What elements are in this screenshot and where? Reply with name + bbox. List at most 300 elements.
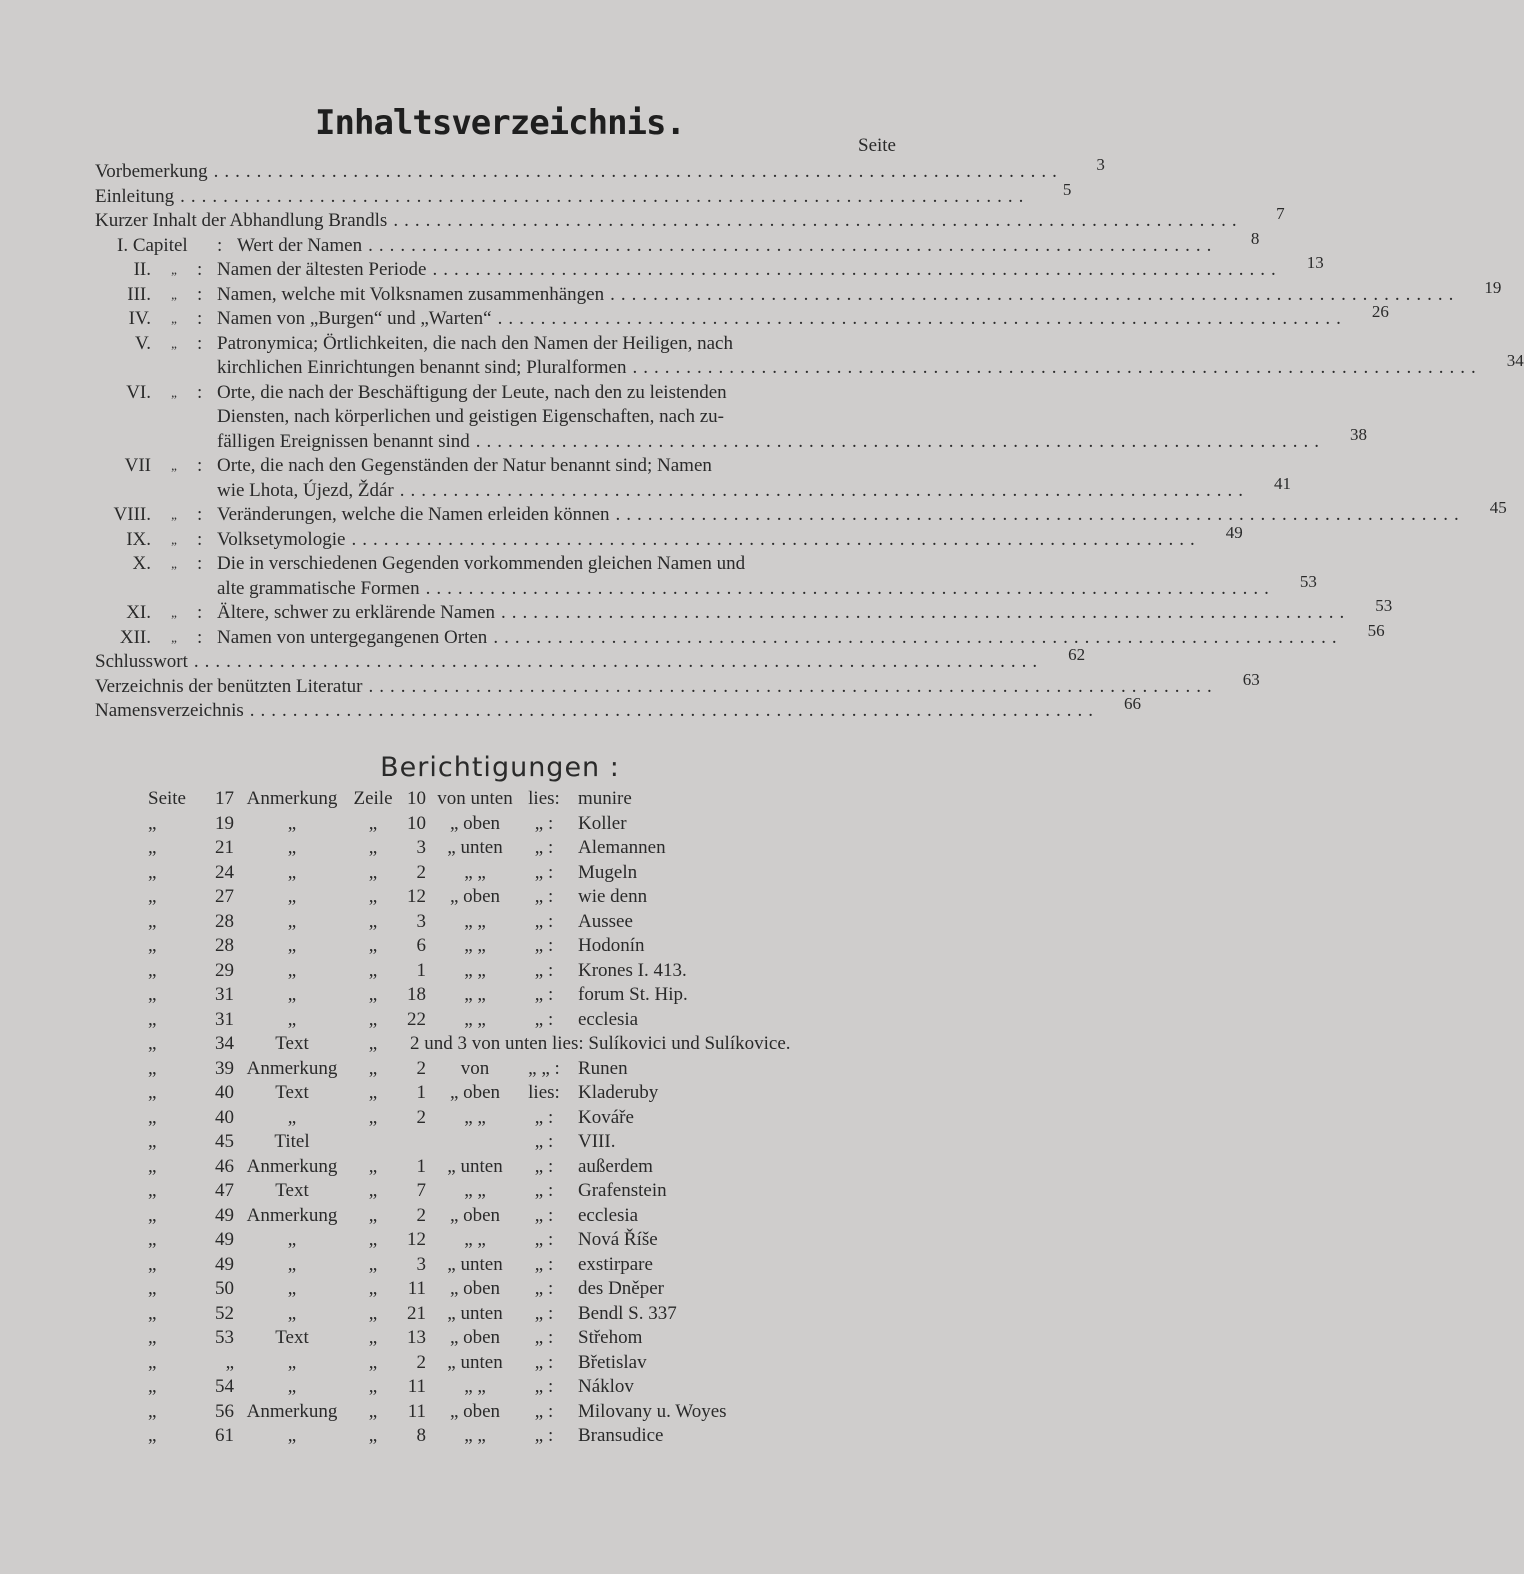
correction-direction: „ unten <box>447 1351 503 1373</box>
toc-chapter-title: kirchlichen Einrichtungen benannt sind; Pluralformen <box>217 357 627 378</box>
correction-lies: „ : <box>534 1106 554 1128</box>
correction-direction: „ oben <box>449 1327 501 1348</box>
correction-type: „ <box>287 1302 297 1324</box>
correction-seite: „ <box>148 1278 157 1299</box>
toc-chapter-line <box>95 596 1393 626</box>
toc-chapter-title: Diensten, nach körperlichen und geistigen Eigenschaften, nach zu- <box>217 406 725 427</box>
correction-fix: Střehom <box>578 1327 643 1348</box>
correction-direction: „ oben <box>449 812 501 834</box>
seite-column-label: Seite <box>858 135 896 156</box>
toc-page-number: 49 <box>1225 522 1243 542</box>
correction-row <box>148 836 888 861</box>
correction-page: 53 <box>215 1327 234 1348</box>
correction-fix: Náklov <box>578 1376 634 1397</box>
correction-page: 52 <box>215 1302 234 1324</box>
correction-type: „ <box>287 1008 297 1030</box>
toc-page-number: 62 <box>1068 645 1086 664</box>
toc-entry-title: Verzeichnis der benützten Literatur <box>95 675 363 697</box>
correction-type: „ <box>287 1106 297 1128</box>
toc-chapter-number: VII <box>124 455 151 476</box>
correction-row <box>148 1228 888 1253</box>
toc-chapter-title: fälligen Ereignissen benannt sind <box>217 430 470 452</box>
correction-page: 49 <box>215 1204 234 1226</box>
toc-colon: : <box>197 553 203 574</box>
correction-line: 11 <box>407 1400 426 1422</box>
toc-page-number: 5 <box>1062 179 1072 199</box>
correction-type: „ <box>287 1253 297 1275</box>
correction-direction: von unten <box>437 788 513 809</box>
toc-colon: : <box>197 259 203 280</box>
toc-leader-dots: ............................................................................... <box>368 675 1218 697</box>
toc-chapter-line <box>95 332 903 357</box>
correction-fix: des Dněper <box>578 1278 664 1299</box>
toc-entry-title: Schlusswort <box>95 651 188 672</box>
correction-page: 61 <box>215 1425 234 1446</box>
correction-direction: „ „ <box>464 984 486 1005</box>
toc-chapter-text <box>217 307 1347 332</box>
correction-line: 10 <box>407 812 426 834</box>
correction-direction: „ „ <box>464 861 486 883</box>
toc-entry-title: Kurzer Inhalt der Abhandlung Brandls <box>95 210 388 231</box>
correction-seite: „ <box>148 1131 157 1152</box>
correction-fix: Aussee <box>578 910 633 932</box>
correction-seite: „ <box>148 935 157 956</box>
toc-leader-dots: ............................................................................... <box>501 602 1351 623</box>
toc-chapter-text <box>217 356 1482 381</box>
toc-chapter-line <box>95 522 1243 553</box>
correction-row <box>148 1179 888 1204</box>
toc-chapter-text <box>217 381 861 406</box>
correction-row <box>148 1400 888 1425</box>
correction-zeile: „ <box>368 1033 378 1054</box>
toc-colon: : <box>197 602 203 623</box>
toc-chapter-number: IV. <box>128 308 151 329</box>
ditto-mark: „ <box>171 384 177 400</box>
correction-direction: „ „ <box>464 1180 486 1201</box>
toc-chapter-number: I. Capitel <box>117 234 188 256</box>
toc-chapter-title: Volksetymologie <box>217 528 346 550</box>
correction-line: 6 <box>416 935 426 956</box>
toc-chapter-title: alte grammatische Formen <box>217 577 420 599</box>
correction-type: Text <box>275 1082 309 1103</box>
toc-page-number: 7 <box>1276 204 1285 223</box>
correction-seite: „ <box>148 910 157 932</box>
toc-chapter-line <box>95 498 1507 528</box>
correction-lies: „ : <box>534 861 554 883</box>
correction-fix: Mugeln <box>578 861 638 883</box>
toc-indent <box>95 430 217 455</box>
toc-page-number: 45 <box>1489 498 1507 517</box>
correction-type: Anmerkung <box>246 1400 338 1422</box>
correction-line: 22 <box>407 1008 426 1030</box>
toc-chapter-title: Veränderungen, welche die Namen erleiden können <box>217 504 610 525</box>
correction-line: 1 <box>416 1082 426 1103</box>
correction-seite: „ <box>148 984 157 1005</box>
correction-seite: „ <box>148 886 157 907</box>
correction-seite: „ <box>148 959 157 981</box>
correction-direction: „ unten <box>447 1302 503 1324</box>
correction-seite: „ <box>148 1400 157 1422</box>
correction-line: 11 <box>407 1376 426 1397</box>
correction-line: 12 <box>407 886 426 907</box>
toc-chapter-line <box>95 405 903 430</box>
correction-direction: „ unten <box>447 837 503 858</box>
correction-type: „ <box>287 861 297 883</box>
correction-zeile: „ <box>368 984 378 1005</box>
correction-page: 49 <box>215 1229 234 1250</box>
toc-chapter-text <box>237 234 1217 259</box>
correction-zeile: „ <box>368 812 378 834</box>
correction-lies: „ : <box>534 959 554 981</box>
correction-zeile: „ <box>368 1253 378 1275</box>
toc-colon: : <box>217 234 223 256</box>
toc-page-number: 34 <box>1506 351 1524 370</box>
ditto-mark: „ <box>171 286 177 302</box>
correction-page: 31 <box>215 984 234 1005</box>
correction-line: 13 <box>407 1327 426 1348</box>
corrections-title: Berichtigungen : <box>380 752 620 783</box>
correction-row <box>148 1277 888 1302</box>
toc-leader-dots: ............................................................................... <box>399 479 1249 501</box>
correction-fix: Koller <box>578 812 627 834</box>
correction-fix: VIII. <box>578 1131 616 1152</box>
correction-seite: „ <box>148 1229 157 1250</box>
correction-line: 12 <box>407 1229 426 1250</box>
ditto-mark: „ <box>171 507 177 522</box>
correction-seite: „ <box>148 1033 157 1054</box>
toc-page-number: 19 <box>1484 277 1502 297</box>
correction-type: Text <box>275 1327 309 1348</box>
correction-fix: außerdem <box>578 1155 653 1177</box>
correction-fix: ecclesia <box>578 1204 639 1226</box>
toc-chapter-title: Patronymica; Örtlichkeiten, die nach den Namen der Heiligen, nach <box>217 332 733 354</box>
correction-fix: Hodonín <box>578 935 645 956</box>
toc-page-number <box>861 447 903 472</box>
correction-direction: „ „ <box>464 1376 486 1397</box>
correction-lies: „ : <box>534 812 554 834</box>
toc-entry-text-wrap <box>95 699 1099 724</box>
toc-entry-text-wrap <box>95 160 1063 185</box>
ditto-mark: „ <box>171 556 177 571</box>
toc-page-number: 8 <box>1250 228 1260 248</box>
correction-direction: „ „ <box>464 959 486 981</box>
toc-page-number <box>861 374 903 399</box>
correction-type: „ <box>287 837 297 858</box>
correction-page: 24 <box>215 861 234 883</box>
correction-zeile: „ <box>368 910 378 932</box>
correction-zeile: „ <box>368 1204 378 1226</box>
toc-leader-dots: ............................................................................... <box>493 626 1343 648</box>
correction-direction: „ oben <box>449 886 501 907</box>
toc-chapter-text <box>217 454 861 479</box>
correction-row <box>148 1032 888 1057</box>
toc-page-number: 56 <box>1367 620 1385 640</box>
toc-chapter-text <box>217 405 861 430</box>
correction-seite: „ <box>148 1057 157 1079</box>
toc-chapter-number: VIII. <box>113 504 151 525</box>
correction-zeile: „ <box>368 1008 378 1030</box>
correction-type: „ <box>287 910 297 932</box>
correction-type: „ <box>287 959 297 981</box>
correction-seite: „ <box>148 1351 157 1373</box>
correction-lies: „ : <box>534 1180 554 1201</box>
correction-type: Anmerkung <box>246 1057 338 1079</box>
correction-direction: „ „ <box>464 1106 486 1128</box>
toc-chapter-line <box>95 302 1389 332</box>
correction-line: 1 <box>416 1155 426 1177</box>
toc-entry <box>95 694 1142 724</box>
toc-chapter-title: Wert der Namen <box>237 234 363 256</box>
toc-colon: : <box>197 504 203 525</box>
toc-chapter-text <box>217 601 1350 626</box>
toc-chapter-title: Ältere, schwer zu erklärende Namen <box>217 602 495 623</box>
toc-chapter-title: Namen von untergegangenen Orten <box>217 626 488 648</box>
correction-lies: „ : <box>534 910 554 932</box>
correction-fix: Bransudice <box>578 1425 664 1446</box>
toc-chapter-line <box>95 351 1524 381</box>
toc-chapter-number: V. <box>134 332 151 354</box>
correction-direction: „ „ <box>464 910 486 932</box>
page-title: Inhaltsverzeichnis. <box>315 103 685 143</box>
correction-type: „ <box>287 984 297 1005</box>
toc-entry <box>95 155 1105 185</box>
correction-fix: Bendl S. 337 <box>578 1302 677 1324</box>
toc-chapter-text <box>217 283 1459 308</box>
toc-leader-dots: ............................................................................... <box>475 430 1325 452</box>
correction-page: 21 <box>215 837 234 858</box>
toc-chapter-text <box>217 430 1325 455</box>
correction-page: 45 <box>215 1131 234 1152</box>
toc-page-number: 38 <box>1350 424 1367 444</box>
toc-indent <box>95 356 217 381</box>
correction-direction: „ oben <box>449 1204 501 1226</box>
toc-indent <box>95 405 217 430</box>
toc-colon: : <box>197 332 203 354</box>
correction-fix: forum St. Hip. <box>578 984 688 1005</box>
correction-zeile: „ <box>368 1327 378 1348</box>
toc-chapter-line <box>95 253 1324 283</box>
correction-row <box>148 885 888 910</box>
corrections-list <box>148 787 888 1449</box>
correction-row <box>148 1106 888 1131</box>
correction-direction: „ unten <box>447 1253 503 1275</box>
correction-row <box>148 1253 888 1278</box>
toc-chapter-title: Namen von „Burgen“ und „Warten“ <box>217 308 492 329</box>
toc-chapter-title: Orte, die nach der Beschäftigung der Leute, nach den zu leistenden <box>217 381 727 403</box>
toc-chapter-text <box>217 626 1343 651</box>
correction-line: 2 <box>416 861 426 883</box>
toc-page-number: 26 <box>1371 302 1389 321</box>
ditto-mark: „ <box>171 311 177 326</box>
toc-chapter-line <box>95 277 1502 308</box>
correction-fix: Grafenstein <box>578 1180 667 1201</box>
correction-direction: „ oben <box>449 1400 501 1422</box>
correction-page: 34 <box>215 1033 234 1054</box>
correction-row <box>148 1204 888 1229</box>
toc-page-number: 63 <box>1242 669 1260 689</box>
correction-row <box>148 1008 888 1033</box>
correction-page: 46 <box>215 1155 234 1177</box>
correction-line: 8 <box>416 1425 426 1446</box>
correction-seite: „ <box>148 1302 157 1324</box>
correction-zeile: „ <box>368 861 378 883</box>
toc-indent <box>95 577 217 602</box>
toc-chapter-title: Orte, die nach den Gegenständen der Natur benannt sind; Namen <box>217 455 712 476</box>
toc-page-number: 13 <box>1306 253 1324 272</box>
toc-chapter-line <box>95 381 903 406</box>
correction-lies: „ : <box>534 1204 554 1226</box>
ditto-mark: „ <box>171 629 177 645</box>
correction-type: „ <box>287 1229 297 1250</box>
correction-page: 56 <box>215 1400 234 1422</box>
correction-page: 40 <box>215 1106 234 1128</box>
toc-chapter-line <box>95 228 1260 259</box>
correction-line: 21 <box>407 1302 426 1324</box>
correction-seite: Seite <box>148 788 186 809</box>
toc-leader-dots: ............................................................................... <box>632 357 1482 378</box>
toc-chapter-text <box>217 528 1201 553</box>
correction-type: „ <box>287 886 297 907</box>
correction-text: 2 und 3 von unten lies: Sulíkovici und Sulíkovice. <box>410 1033 791 1054</box>
correction-page: 47 <box>215 1180 234 1201</box>
correction-page: 50 <box>215 1278 234 1299</box>
correction-lies: „ „ : <box>528 1057 560 1079</box>
correction-direction: „ oben <box>449 1082 501 1103</box>
correction-row <box>148 1130 888 1155</box>
correction-type: „ <box>287 935 297 956</box>
correction-lies: „ : <box>534 1327 554 1348</box>
correction-direction: „ oben <box>449 1278 501 1299</box>
toc-chapter-title: Die in verschiedenen Gegenden vorkommenden gleichen Namen und <box>217 553 746 574</box>
ditto-mark: „ <box>171 335 177 351</box>
correction-lies: „ : <box>534 984 554 1005</box>
toc-colon: : <box>197 381 203 403</box>
correction-fix: Alemannen <box>578 837 666 858</box>
ditto-mark: „ <box>171 605 177 620</box>
correction-lies: „ : <box>534 886 554 907</box>
correction-seite: „ <box>148 1082 157 1103</box>
correction-page: 40 <box>215 1082 234 1103</box>
correction-lies: „ : <box>534 1131 554 1152</box>
correction-type: Titel <box>274 1131 310 1152</box>
toc-page-number: 3 <box>1096 155 1105 174</box>
correction-zeile: „ <box>368 1155 378 1177</box>
correction-row <box>148 959 888 984</box>
correction-lies: lies: <box>528 788 560 809</box>
correction-lies: „ : <box>534 1425 554 1446</box>
toc-chapter-title: wie Lhota, Újezd, Ždár <box>217 479 394 501</box>
correction-zeile: „ <box>368 1082 378 1103</box>
correction-row <box>148 934 888 959</box>
correction-lies: „ : <box>534 1351 554 1373</box>
correction-zeile: „ <box>368 1351 378 1373</box>
toc-page-number: 66 <box>1124 694 1142 713</box>
correction-row <box>148 983 888 1008</box>
correction-row <box>148 812 888 837</box>
correction-line: 3 <box>416 837 426 858</box>
correction-row <box>148 910 888 935</box>
correction-line: 2 <box>416 1106 426 1128</box>
correction-page: 31 <box>215 1008 234 1030</box>
correction-lies: lies: <box>528 1082 560 1103</box>
toc-colon: : <box>197 308 203 329</box>
correction-lies: „ : <box>534 1155 554 1177</box>
correction-row <box>148 861 888 886</box>
correction-page: 54 <box>215 1376 234 1397</box>
correction-fix: Krones I. 413. <box>578 959 687 981</box>
correction-page: 29 <box>215 959 234 981</box>
correction-lies: „ : <box>534 1008 554 1030</box>
correction-zeile: „ <box>368 935 378 956</box>
correction-lies: „ : <box>534 1229 554 1250</box>
toc-chapter-number: IX. <box>126 528 151 550</box>
correction-page: 17 <box>215 788 234 809</box>
toc-colon: : <box>197 283 203 305</box>
toc-leader-dots: ............................................................................... <box>393 210 1243 231</box>
toc-entry <box>95 179 1072 210</box>
correction-fix: wie denn <box>578 886 648 907</box>
correction-direction: „ „ <box>464 1425 486 1446</box>
correction-seite: „ <box>148 1253 157 1275</box>
correction-fix: Břetislav <box>578 1351 647 1373</box>
correction-fix: ecclesia <box>578 1008 639 1030</box>
correction-line: 18 <box>407 984 426 1005</box>
correction-line: 2 <box>416 1204 426 1226</box>
correction-type: „ <box>287 1376 297 1397</box>
correction-page: 39 <box>215 1057 234 1079</box>
correction-direction: „ „ <box>464 1229 486 1250</box>
correction-zeile: „ <box>368 1229 378 1250</box>
toc-chapter-number: X. <box>132 553 151 574</box>
toc-chapter-line <box>95 424 1367 455</box>
correction-page: 28 <box>215 935 234 956</box>
toc-chapter-number: II. <box>133 259 151 280</box>
toc-chapter-number: XI. <box>126 602 151 623</box>
toc-chapter-title: Namen, welche mit Volksnamen zusammenhängen <box>217 283 605 305</box>
toc-leader-dots: ............................................................................... <box>193 651 1044 672</box>
toc-leader-dots: ............................................................................... <box>180 185 1030 207</box>
toc-entry-text-wrap <box>95 185 1029 210</box>
toc-colon: : <box>197 455 203 476</box>
correction-page: 49 <box>215 1253 234 1275</box>
correction-zeile: „ <box>368 1057 378 1079</box>
correction-zeile: „ <box>368 1425 378 1446</box>
correction-seite: „ <box>148 1008 157 1030</box>
toc-entry <box>95 645 1086 675</box>
toc-leader-dots: ............................................................................... <box>425 577 1275 599</box>
correction-seite: „ <box>148 1327 157 1348</box>
toc-entry <box>95 669 1260 700</box>
correction-zeile: „ <box>368 1376 378 1397</box>
correction-seite: „ <box>148 1155 157 1177</box>
toc-leader-dots: ............................................................................... <box>213 161 1063 182</box>
toc-chapter-text <box>217 258 1282 283</box>
correction-line: 1 <box>416 959 426 981</box>
correction-line: 2 <box>416 1057 426 1079</box>
correction-lies: „ : <box>534 1376 554 1397</box>
correction-row <box>148 1057 888 1082</box>
correction-seite: „ <box>148 861 157 883</box>
correction-type: Anmerkung <box>246 1204 338 1226</box>
correction-seite: „ <box>148 1204 157 1226</box>
correction-lies: „ : <box>534 1302 554 1324</box>
correction-row <box>148 1302 888 1327</box>
correction-fix: exstirpare <box>578 1253 653 1275</box>
toc-chapter-number: VI. <box>126 381 151 403</box>
correction-row <box>148 1351 888 1376</box>
correction-row <box>148 1081 888 1106</box>
correction-zeile: „ <box>368 1180 378 1201</box>
